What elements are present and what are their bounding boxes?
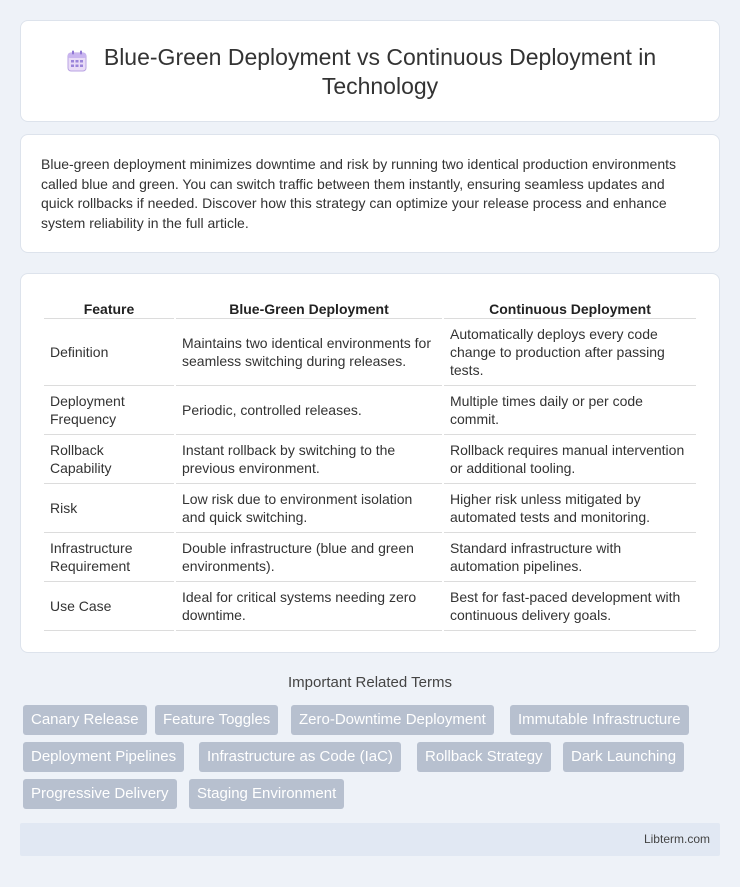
table-cell: Ideal for critical systems needing zero downtime. — [176, 582, 442, 631]
footer — [20, 823, 720, 856]
footer-site-link[interactable]: Libterm.com — [643, 832, 710, 846]
table-row — [44, 319, 696, 386]
column-header-feature: Feature — [44, 295, 174, 319]
tag-infrastructure-as-code[interactable]: Infrastructure as Code (IaC) — [199, 742, 401, 772]
table-row — [44, 582, 696, 631]
table-cell: Automatically deploys every code change to production after passing tests. — [444, 319, 696, 386]
tag-staging-environment[interactable]: Staging Environment — [189, 779, 344, 809]
tag-dark-launching[interactable]: Dark Launching — [563, 742, 684, 772]
table-header-row — [44, 295, 696, 319]
comparison-table — [42, 295, 698, 631]
table-cell: Best for fast-paced development with continuous delivery goals. — [444, 582, 696, 631]
table-cell: Double infrastructure (blue and green environments). — [176, 533, 442, 582]
column-header-blue-green: Blue-Green Deployment — [176, 295, 442, 319]
table-cell: Infrastructure Requirement — [44, 533, 174, 582]
table-row — [44, 386, 696, 435]
tag-progressive-delivery[interactable]: Progressive Delivery — [23, 779, 177, 809]
table-cell: Rollback requires manual intervention or additional tooling. — [444, 435, 696, 484]
tag-immutable-infrastructure[interactable]: Immutable Infrastructure — [510, 705, 689, 735]
table-row — [44, 435, 696, 484]
title-card — [20, 20, 720, 122]
related-terms-heading: Important Related Terms — [288, 674, 452, 691]
table-cell: Deployment Frequency — [44, 386, 174, 435]
intro-card — [20, 134, 720, 253]
tag-canary-release[interactable]: Canary Release — [23, 705, 147, 735]
table-cell: Higher risk unless mitigated by automated tests and monitoring. — [444, 484, 696, 533]
comparison-card — [20, 273, 720, 653]
table-cell: Use Case — [44, 582, 174, 631]
table-cell: Multiple times daily or per code commit. — [444, 386, 696, 435]
table-cell: Risk — [44, 484, 174, 533]
column-header-continuous: Continuous Deployment — [444, 295, 696, 319]
intro-text: Blue-green deployment minimizes downtime and risk by running two identical production environments called blue and green. You can switch traffic between them instantly, ensuring seamless updates and quick rollbacks if needed. Discover how this strategy can optimize your release process and enhance system reliability in the full article. — [41, 156, 676, 231]
page-title: Blue-Green Deployment vs Continuous Deployment in Technology — [103, 44, 657, 99]
table-row — [44, 484, 696, 533]
tag-deployment-pipelines[interactable]: Deployment Pipelines — [23, 742, 184, 772]
tag-rollback-strategy[interactable]: Rollback Strategy — [417, 742, 551, 772]
tag-feature-toggles[interactable]: Feature Toggles — [155, 705, 278, 735]
tag-zero-downtime-deployment[interactable]: Zero-Downtime Deployment — [291, 705, 494, 735]
table-cell: Maintains two identical environments for seamless switching during releases. — [176, 319, 442, 386]
table-cell: Instant rollback by switching to the previous environment. — [176, 435, 442, 484]
table-cell: Standard infrastructure with automation pipelines. — [444, 533, 696, 582]
table-cell: Definition — [44, 319, 174, 386]
table-cell: Periodic, controlled releases. — [176, 386, 442, 435]
table-row — [44, 533, 696, 582]
table-cell: Low risk due to environment isolation and quick switching. — [176, 484, 442, 533]
table-cell: Rollback Capability — [44, 435, 174, 484]
